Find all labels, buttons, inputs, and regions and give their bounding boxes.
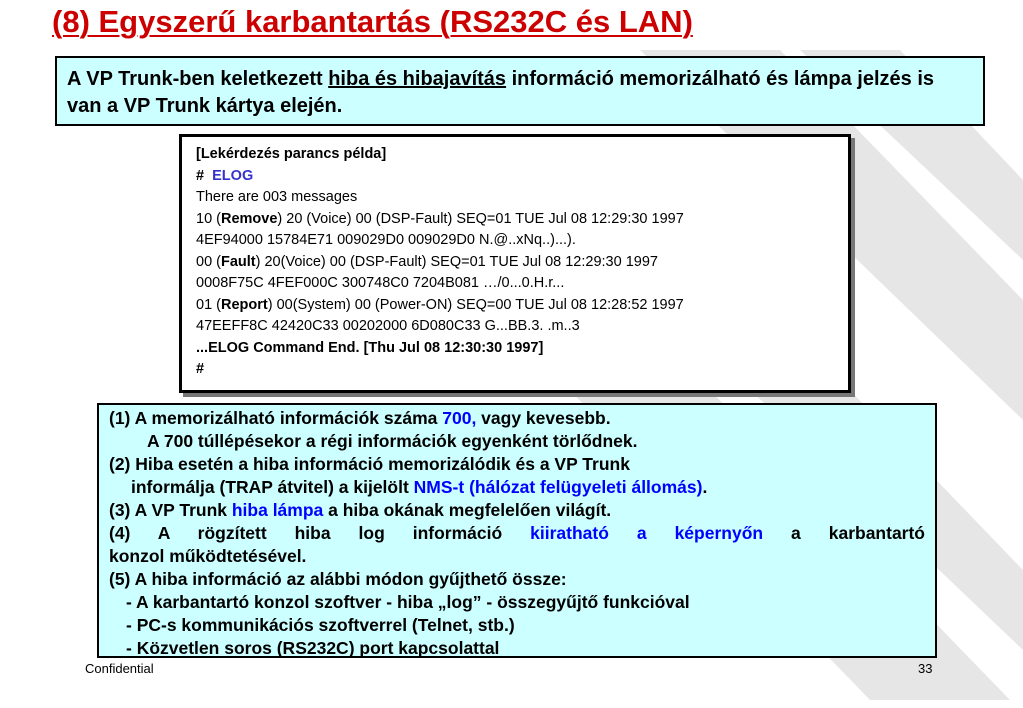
info-item-3 [109,499,925,522]
info-text: (1) A memorizálható információk száma [109,408,443,428]
info-item-2-cont [109,476,925,499]
info-item-5: (5) A hiba információ az alábbi módon gyűjthető össze: [109,569,567,589]
page-number: 33 [918,661,933,676]
command-end-line: ...ELOG Command End. [Thu Jul 08 12:30:30 1997] [196,339,544,356]
log-entry-line [196,295,838,317]
info-item-5-sub: - PC-s kommunikációs szoftverrel (Telnet, stb.) [126,615,515,635]
log-entry-type: Remove [221,210,278,227]
info-text: vagy kevesebb. [476,408,611,428]
info-item-2: (2) Hiba esetén a hiba információ memorizálódik és a VP Trunk [109,454,630,474]
slide-title: (8) Egyszerű karbantartás (RS232C és LAN) [52,4,693,39]
info-highlight: kiiratható a képernyőn [530,523,764,543]
log-entry-prefix: 10 ( [196,210,221,227]
log-entry-detail: ) 20(Voice) 00 (DSP-Fault) SEQ=01 TUE Jul 08 12:29:30 1997 [255,253,658,270]
command-line [196,166,838,188]
log-entry-hex: 0008F75C 4FEF000C 300748C0 7204B081 …/0...0.H.r... [196,275,565,291]
command-example-header: [Lekérdezés parancs példa] [196,146,387,162]
info-item-1 [109,407,925,430]
info-item-5-sub: - Közvetlen soros (RS232C) port kapcsolattal [126,638,500,658]
info-highlight: NMS-t (hálózat felügyeleti állomás) [413,477,703,497]
log-entry-type: Fault [221,253,256,270]
log-entry-line [196,209,838,231]
info-box [97,403,937,658]
command-example-box [179,134,851,393]
elog-command: ELOG [212,167,254,184]
final-prompt: # [196,361,205,377]
log-entry-detail: ) 00(System) 00 (Power-ON) SEQ=00 TUE Jul 08 12:28:52 1997 [267,296,684,313]
info-text: a hiba okának megfelelően világít. [323,500,612,520]
info-highlight: hiba lámpa [231,500,324,520]
prompt-symbol: # [196,167,205,184]
log-entry-prefix: 00 ( [196,253,221,270]
intro-text-part2: információ memorizálható és lámpa jelzés is van a VP Trunk kártya elején. [67,68,934,117]
intro-box [55,56,985,126]
log-entry-type: Report [221,296,268,313]
info-text: . [702,477,708,497]
log-entry-line [196,252,838,274]
log-entry-hex: 47EEFF8C 42420C33 00202000 6D080C33 G...BB.3. .m..3 [196,318,580,334]
log-entry-hex: 4EF94000 15784E71 009029D0 009029D0 N.@..xNq..)...). [196,232,576,248]
intro-underlined-text: hiba és hibajavítás [328,68,507,90]
info-item-1-sub: A 700 túllépésekor a régi információk egyenként törlődnek. [147,431,638,451]
footer-confidential: Confidential [85,661,154,676]
log-entry-prefix: 01 ( [196,296,221,313]
info-text: informálja (TRAP átvitel) a kijelölt [131,477,414,497]
info-text: (3) A VP Trunk [109,500,232,520]
info-item-5-sub: - A karbantartó konzol szoftver - hiba „log” - összegyűjtő funkcióval [126,592,690,612]
messages-count: There are 003 messages [196,189,358,205]
info-item-4-cont: konzol működtetésével. [109,546,307,566]
info-highlight: 700, [442,408,477,428]
info-text: a karbantartó [763,523,925,543]
info-item-4 [109,522,925,545]
intro-text-part1: A VP Trunk-ben keletkezett [67,68,329,90]
log-entry-detail: ) 20 (Voice) 00 (DSP-Fault) SEQ=01 TUE Jul 08 12:29:30 1997 [277,210,684,227]
info-text: (4) A rögzített hiba log információ [109,523,531,543]
